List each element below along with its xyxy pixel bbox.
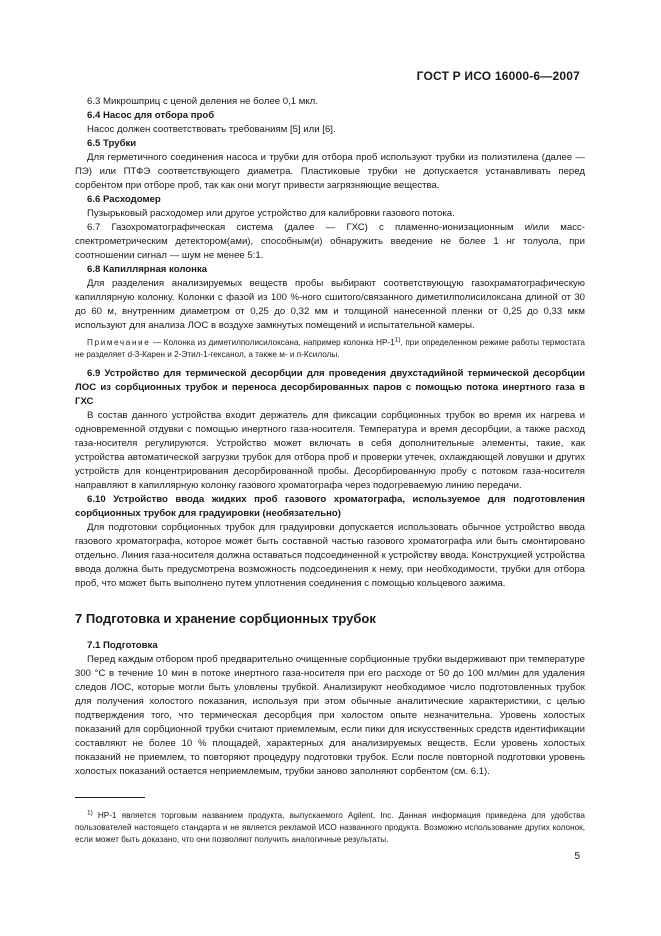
paragraph-6-7: 6.7 Газохроматографическая система (далее — ГХС) с пламенно-ионизационным и/или масс-спектрометрическим детектором(ами), способным(и) обнаружить введение не более 1 нг толуола, при соотношении сигнал — шум не менее 5:1. [75, 222, 585, 261]
note-text: — Колонка из диметилполисилоксана, например колонка HP-1 [150, 338, 395, 347]
footnote-divider [75, 797, 145, 798]
paragraph-6-6: Пузырьковый расходомер или другое устройство для калибровки газового потока. [87, 208, 455, 219]
footnote-marker: 1) [87, 809, 93, 817]
heading-6-5: 6.5 Трубки [87, 138, 137, 149]
heading-6-4: 6.4 Насос для отбора проб [87, 110, 215, 121]
note-label: Примечание [87, 338, 151, 347]
footnote-text: HP-1 является торговым названием продукта, выпускаемого Agilent, Inc. Данная информация приведена для удобства пользователей настоящего стандарта и не является рекламой ИСО названного продукта. Возможно использование других колонок, если может быть доказано, что они позволяют получить аналогичные результаты. [75, 811, 585, 845]
paragraph-6-10: Для подготовки сорбционных трубок для градуировки допускается использовать обычное устройство ввода газового хроматографа, которое может быть составной частью газового хроматографа или быть смонтировано отдельно. Линия газа-носителя должна оставаться подсоединенной к устройству ввода. Конструкцией устройства ввода должна быть предусмотрена возможность подсоединения к нему, при необходимости, трубки для отбора проб, что может быть выполнено путем уплотнения соединения с помощью кольцевого зажима. [75, 522, 585, 589]
heading-6-10: 6.10 Устройство ввода жидких проб газового хроматографа, используемое для подготовления сорбционных трубок для градуировки (необязательно) [75, 494, 585, 519]
footnote-ref[interactable]: 1) [394, 336, 401, 344]
note-6-8 [75, 337, 585, 361]
section-7-title: 7 Подготовка и хранение сорбционных трубок [75, 611, 376, 626]
note-text-2: , при определенном режиме работы термостата не разделяет d-3-Карен и 2-Этил-1-гексанол, а также м- и п-Ксилолы. [75, 338, 585, 359]
heading-6-9: 6.9 Устройство для термической десорбции для проведения двухстадийной термической десорбции ЛОС из сорбционных трубок и переноса десорбированных паров с помощью потока инертного газа в ГХС [75, 368, 585, 407]
paragraph-6-3: 6.3 Микрошприц с ценой деления не более 0,1 мкл. [87, 96, 318, 107]
document-body [75, 95, 585, 779]
heading-6-8: 6.8 Капиллярная колонка [87, 264, 208, 275]
paragraph-7-1: Перед каждым отбором проб предварительно очищенные сорбционные трубки выдерживают при температуре 300 °С в течение 10 мин в потоке инертного газа-носителя при его расходе от 50 до 100 мл/мин для удаления следов ЛОС, которые могли быть уловлены трубкой. Анализируют необходимое число подготовленных трубок для получения холостого показания, используя при этом обычные аналитические характеристики, с целью подтверждения того, что термическая десорбция при холостом опыте незначительна. Уровень холостых показаний для сорбционной трубки считают приемлемым, если пики для искусственных средств идентификации составляют не более 10 % площадей, характерных для анализируемых веществ. Если уровень холостых показаний не приемлем, то повторяют процедуру подготовки трубок. Если после повторной подготовки уровень холостых показаний остается неприемлемым, трубки заново заполняют сорбентом (см. 6.1). [75, 654, 585, 777]
paragraph-6-9: В состав данного устройства входит держатель для фиксации сорбционных трубок во время их нагрева и одновременной отдувки с помощью инертного газа-носителя. Температура и время десорбции, а также расход газа-носителя регулируются. Устройство может включать в себя дополнительные элементы, такие, как устройства автоматической загрузки трубок для отбора проб и проверки утечек, охлаждающей ловушки и других устройств для концентрирования десорбированной пробы. Десорбированную пробу с потоком газа-носителя направляют в капиллярную колонку газового хроматографа через подогреваемую линию передачи. [75, 410, 585, 491]
footnote [75, 810, 585, 846]
heading-7-1: 7.1 Подготовка [87, 640, 158, 651]
paragraph-6-8: Для разделения анализируемых веществ пробы выбирают соответствующую газохраматографическую капиллярную колонку. Колонки с фазой из 100 %-ного сшитого/связанного диметилполисилоксана длиной от 30 до 60 м, внутренним диаметром от 0,25 до 0,32 мм и толщиной нанесенной пленки от 0,25 до 0,33 мкм используют для анализа ЛОС в воздухе замкнутых помещений и испытательной камеры. [75, 278, 585, 331]
paragraph-6-4: Насос должен соответствовать требованиям [5] или [6]. [87, 124, 336, 135]
page-number: 5 [574, 851, 580, 862]
document-header: ГОСТ Р ИСО 16000-6—2007 [416, 69, 580, 83]
paragraph-6-5: Для герметичного соединения насоса и трубки для отбора проб используют трубки из полиэтилена (далее — ПЭ) или ПТФЭ соответствующего диаметра. Пластиковые трубки не допускается устанавливать перед сорбентом при отборе проб, так как они могут привести загрязняющие вещества. [75, 152, 585, 191]
heading-6-6: 6.6 Расходомер [87, 194, 161, 205]
